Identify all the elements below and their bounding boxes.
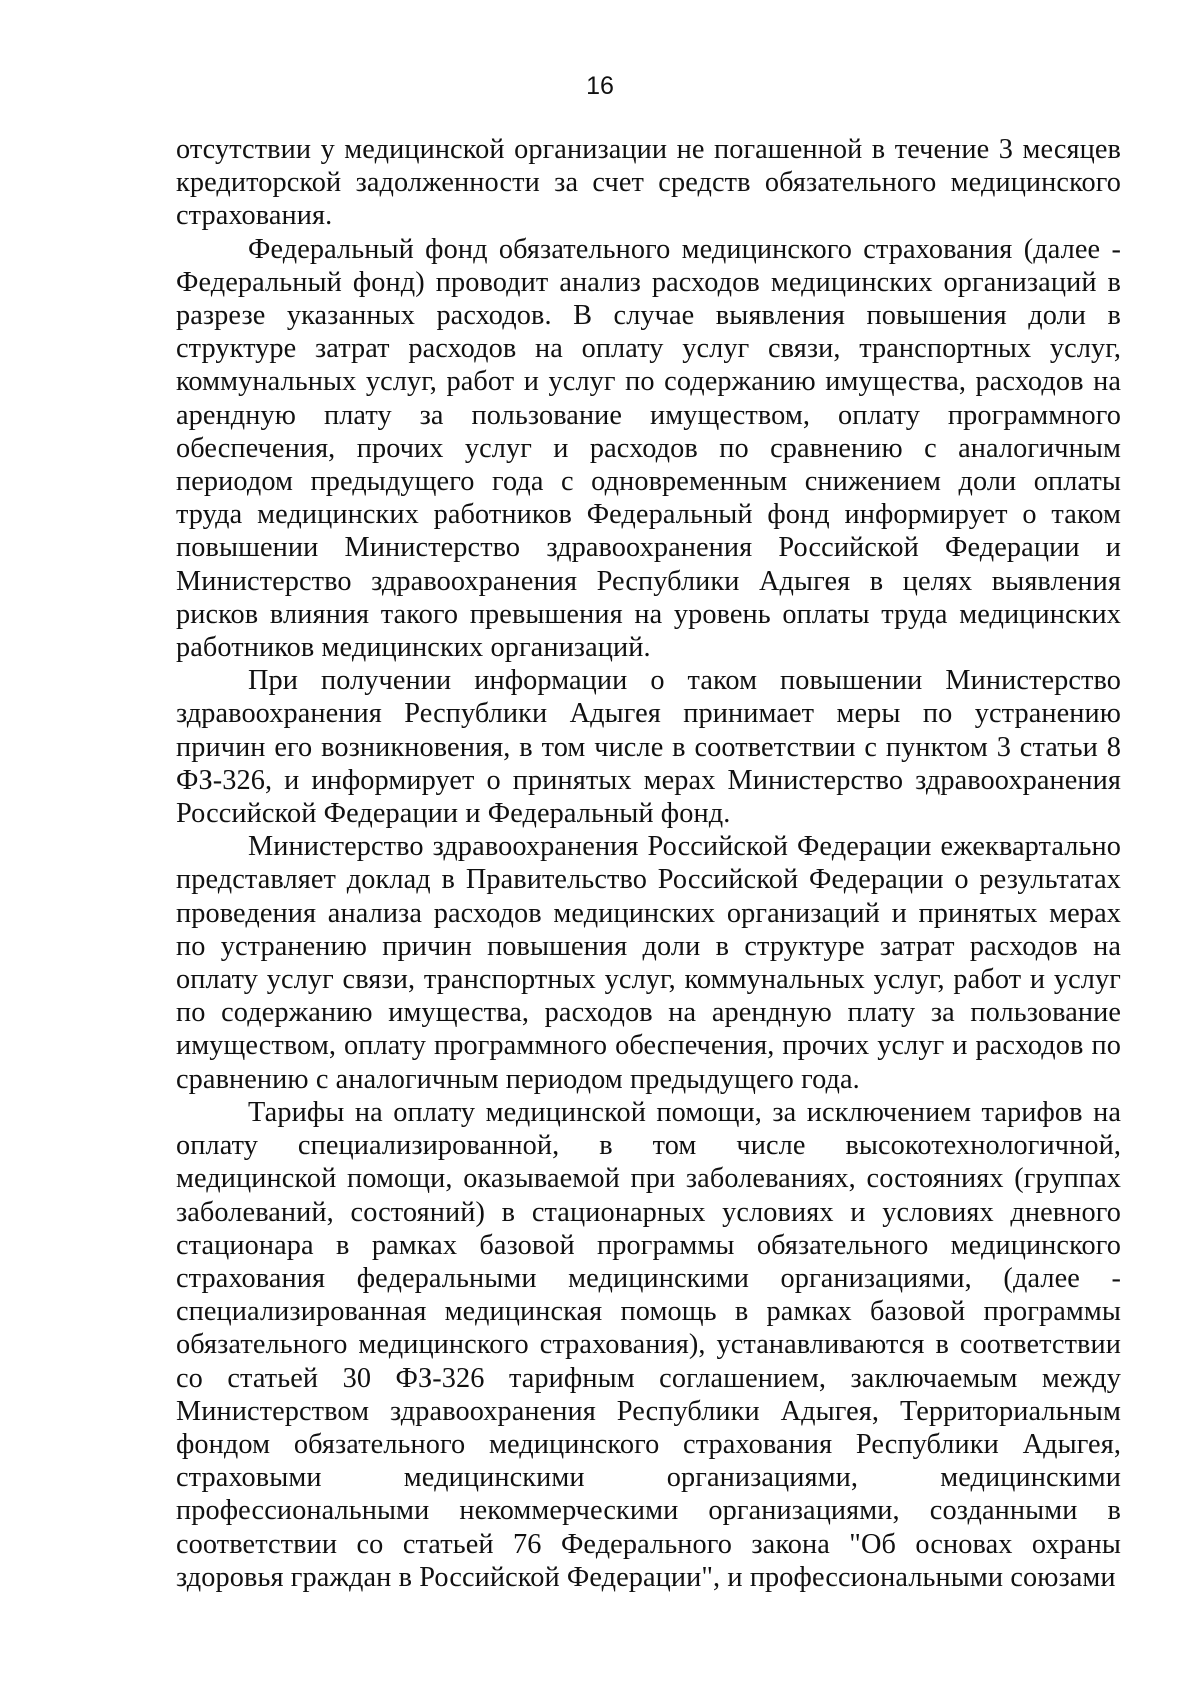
- paragraph-5: Тарифы на оплату медицинской помощи, за исключением тарифов на оплату специализированной, в том числе высокотехнологичной, медицинской помощи, оказываемой при заболеваниях, состояниях (группах заболеваний, состояний) в стационарных условиях и условиях дневного стационара в рамках базовой программы обязательного медицинского страхования федеральными медицинскими организациями, (далее - специализированная медицинская помощь в рамках базовой программы обязательного медицинского страхования), устанавливаются в соответствии со статьей 30 ФЗ-326 тарифным соглашением, заключаемым между Министерством здравоохранения Республики Адыгея, Территориальным фондом обязательного медицинского страхования Республики Адыгея, страховыми медицинскими организациями, медицинскими профессиональными некоммерческими организациями, созданными в соответствии со статьей 76 Федерального закона "Об основах охраны здоровья граждан в Российской Федерации", и профессиональными союзами: [176, 1096, 1121, 1593]
- paragraph-2: Федеральный фонд обязательного медицинского страхования (далее - Федеральный фонд) проводит анализ расходов медицинских организаций в разрезе указанных расходов. В случае выявления повышения доли в структуре затрат расходов на оплату услуг связи, транспортных услуг, коммунальных услуг, работ и услуг по содержанию имущества, расходов на арендную плату за пользование имуществом, оплату программного обеспечения, прочих услуг и расходов по сравнению с аналогичным периодом предыдущего года с одновременным снижением доли оплаты труда медицинских работников Федеральный фонд информирует о таком повышении Министерство здравоохранения Российской Федерации и Министерство здравоохранения Республики Адыгея в целях выявления рисков влияния такого превышения на уровень оплаты труда медицинских работников медицинских организаций.: [176, 233, 1121, 664]
- document-body: [176, 133, 1121, 1594]
- paragraph-3: При получении информации о таком повышении Министерство здравоохранения Республики Адыгея принимает меры по устранению причин его возникновения, в том числе в соответствии с пунктом 3 статьи 8 ФЗ-326, и информирует о принятых мерах Министерство здравоохранения Российской Федерации и Федеральный фонд.: [176, 665, 1121, 830]
- paragraph-1: отсутствии у медицинской организации не погашенной в течение 3 месяцев кредиторской задолженности за счет средств обязательного медицинского страхования.: [176, 134, 1121, 232]
- page-number: 16: [586, 72, 614, 100]
- paragraph-4: Министерство здравоохранения Российской Федерации ежеквартально представляет доклад в Правительство Российской Федерации о результатах проведения анализа расходов медицинских организаций и принятых мерах по устранению причин повышения доли в структуре затрат расходов на оплату услуг связи, транспортных услуг, коммунальных услуг, работ и услуг по содержанию имущества, расходов на арендную плату за пользование имуществом, оплату программного обеспечения, прочих услуг и расходов по сравнению с аналогичным периодом предыдущего года.: [176, 831, 1121, 1095]
